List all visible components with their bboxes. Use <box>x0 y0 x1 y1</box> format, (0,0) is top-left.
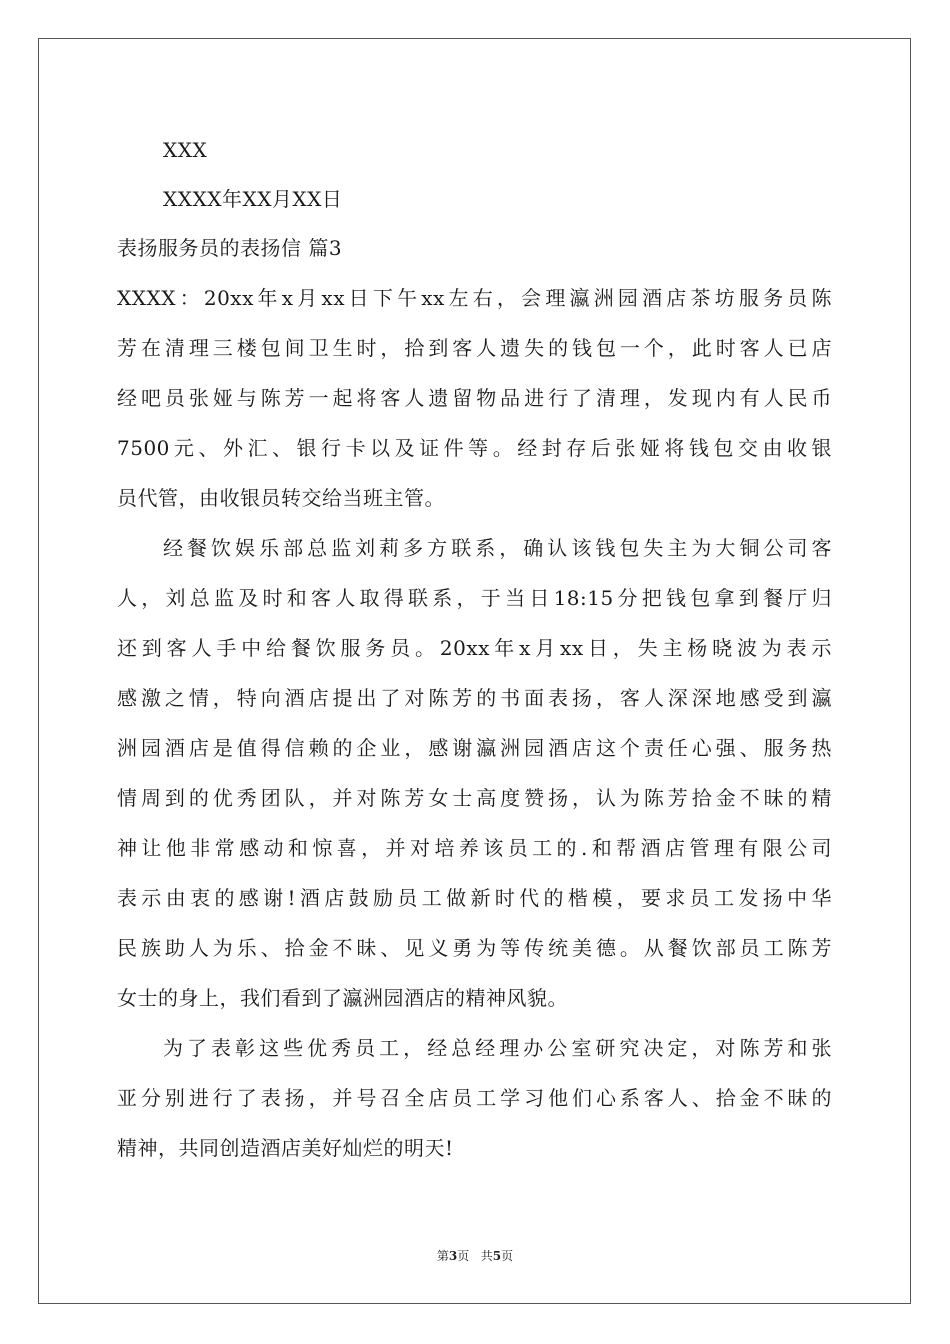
total-pages: 5 <box>492 1249 502 1263</box>
page-border <box>38 38 911 1304</box>
paragraph1-line: 7500元、外汇、银行卡以及证件等。经封存后张娅将钱包交由收银 <box>117 436 832 460</box>
paragraph2-line: 民族助人为乐、拾金不昧、见义勇为等传统美德。从餐饮部员工陈芳 <box>117 936 832 960</box>
paragraph2-line: 神让他非常感动和惊喜，并对培养该员工的.和帮酒店管理有限公司 <box>117 836 832 860</box>
paragraph2-line: 洲园酒店是值得信赖的企业，感谢瀛洲园酒店这个责任心强、服务热 <box>117 736 832 760</box>
paragraph1-line: XXXX：20xx年x月xx日下午xx左右，会理瀛洲园酒店茶坊服务员陈 <box>117 286 832 310</box>
paragraph2-line: 情周到的优秀团队，并对陈芳女士高度赞扬，认为陈芳拾金不昧的精 <box>117 786 832 810</box>
page-number: 3 <box>448 1249 458 1263</box>
paragraph3-line: 精神，共同创造酒店美好灿烂的明天! <box>117 1136 454 1160</box>
paragraph1-line: 芳在清理三楼包间卫生时，拾到客人遗失的钱包一个，此时客人已店 <box>117 336 832 360</box>
page-prefix: 第 <box>436 1249 449 1263</box>
page-suffix: 页 <box>457 1249 470 1263</box>
paragraph1-line: 员代管，由收银员转交给当班主管。 <box>117 486 445 510</box>
paragraph2-line: 还到客人手中给餐饮服务员。20xx年x月xx日，失主杨晓波为表示 <box>117 636 832 660</box>
section-title: 表扬服务员的表扬信 篇3 <box>117 236 343 260</box>
page-footer <box>0 1248 950 1264</box>
paragraph2-line: 表示由衷的感谢!酒店鼓励员工做新时代的楷模，要求员工发扬中华 <box>117 886 832 910</box>
total-suffix: 页 <box>501 1249 514 1263</box>
paragraph1-line: 经吧员张娅与陈芳一起将客人遗留物品进行了清理，发现内有人民币 <box>117 386 832 410</box>
total-prefix: 共 <box>480 1249 493 1263</box>
paragraph3-line: 为了表彰这些优秀员工，经总经理办公室研究决定，对陈芳和张 <box>163 1036 832 1060</box>
paragraph2-line: 感激之情，特向酒店提出了对陈芳的书面表扬，客人深深地感受到瀛 <box>117 686 832 710</box>
signature-name: XXX <box>163 138 208 162</box>
paragraph2-line: 人，刘总监及时和客人取得联系，于当日18:15分把钱包拿到餐厅归 <box>117 586 832 610</box>
paragraph3-line: 亚分别进行了表扬，并号召全店员工学习他们心系客人、拾金不昧的 <box>117 1086 832 1110</box>
paragraph2-line: 经餐饮娱乐部总监刘莉多方联系，确认该钱包失主为大铜公司客 <box>163 536 832 560</box>
paragraph2-line: 女士的身上，我们看到了瀛洲园酒店的精神风貌。 <box>117 986 568 1010</box>
signature-date: XXXX年XX月XX日 <box>163 187 343 211</box>
